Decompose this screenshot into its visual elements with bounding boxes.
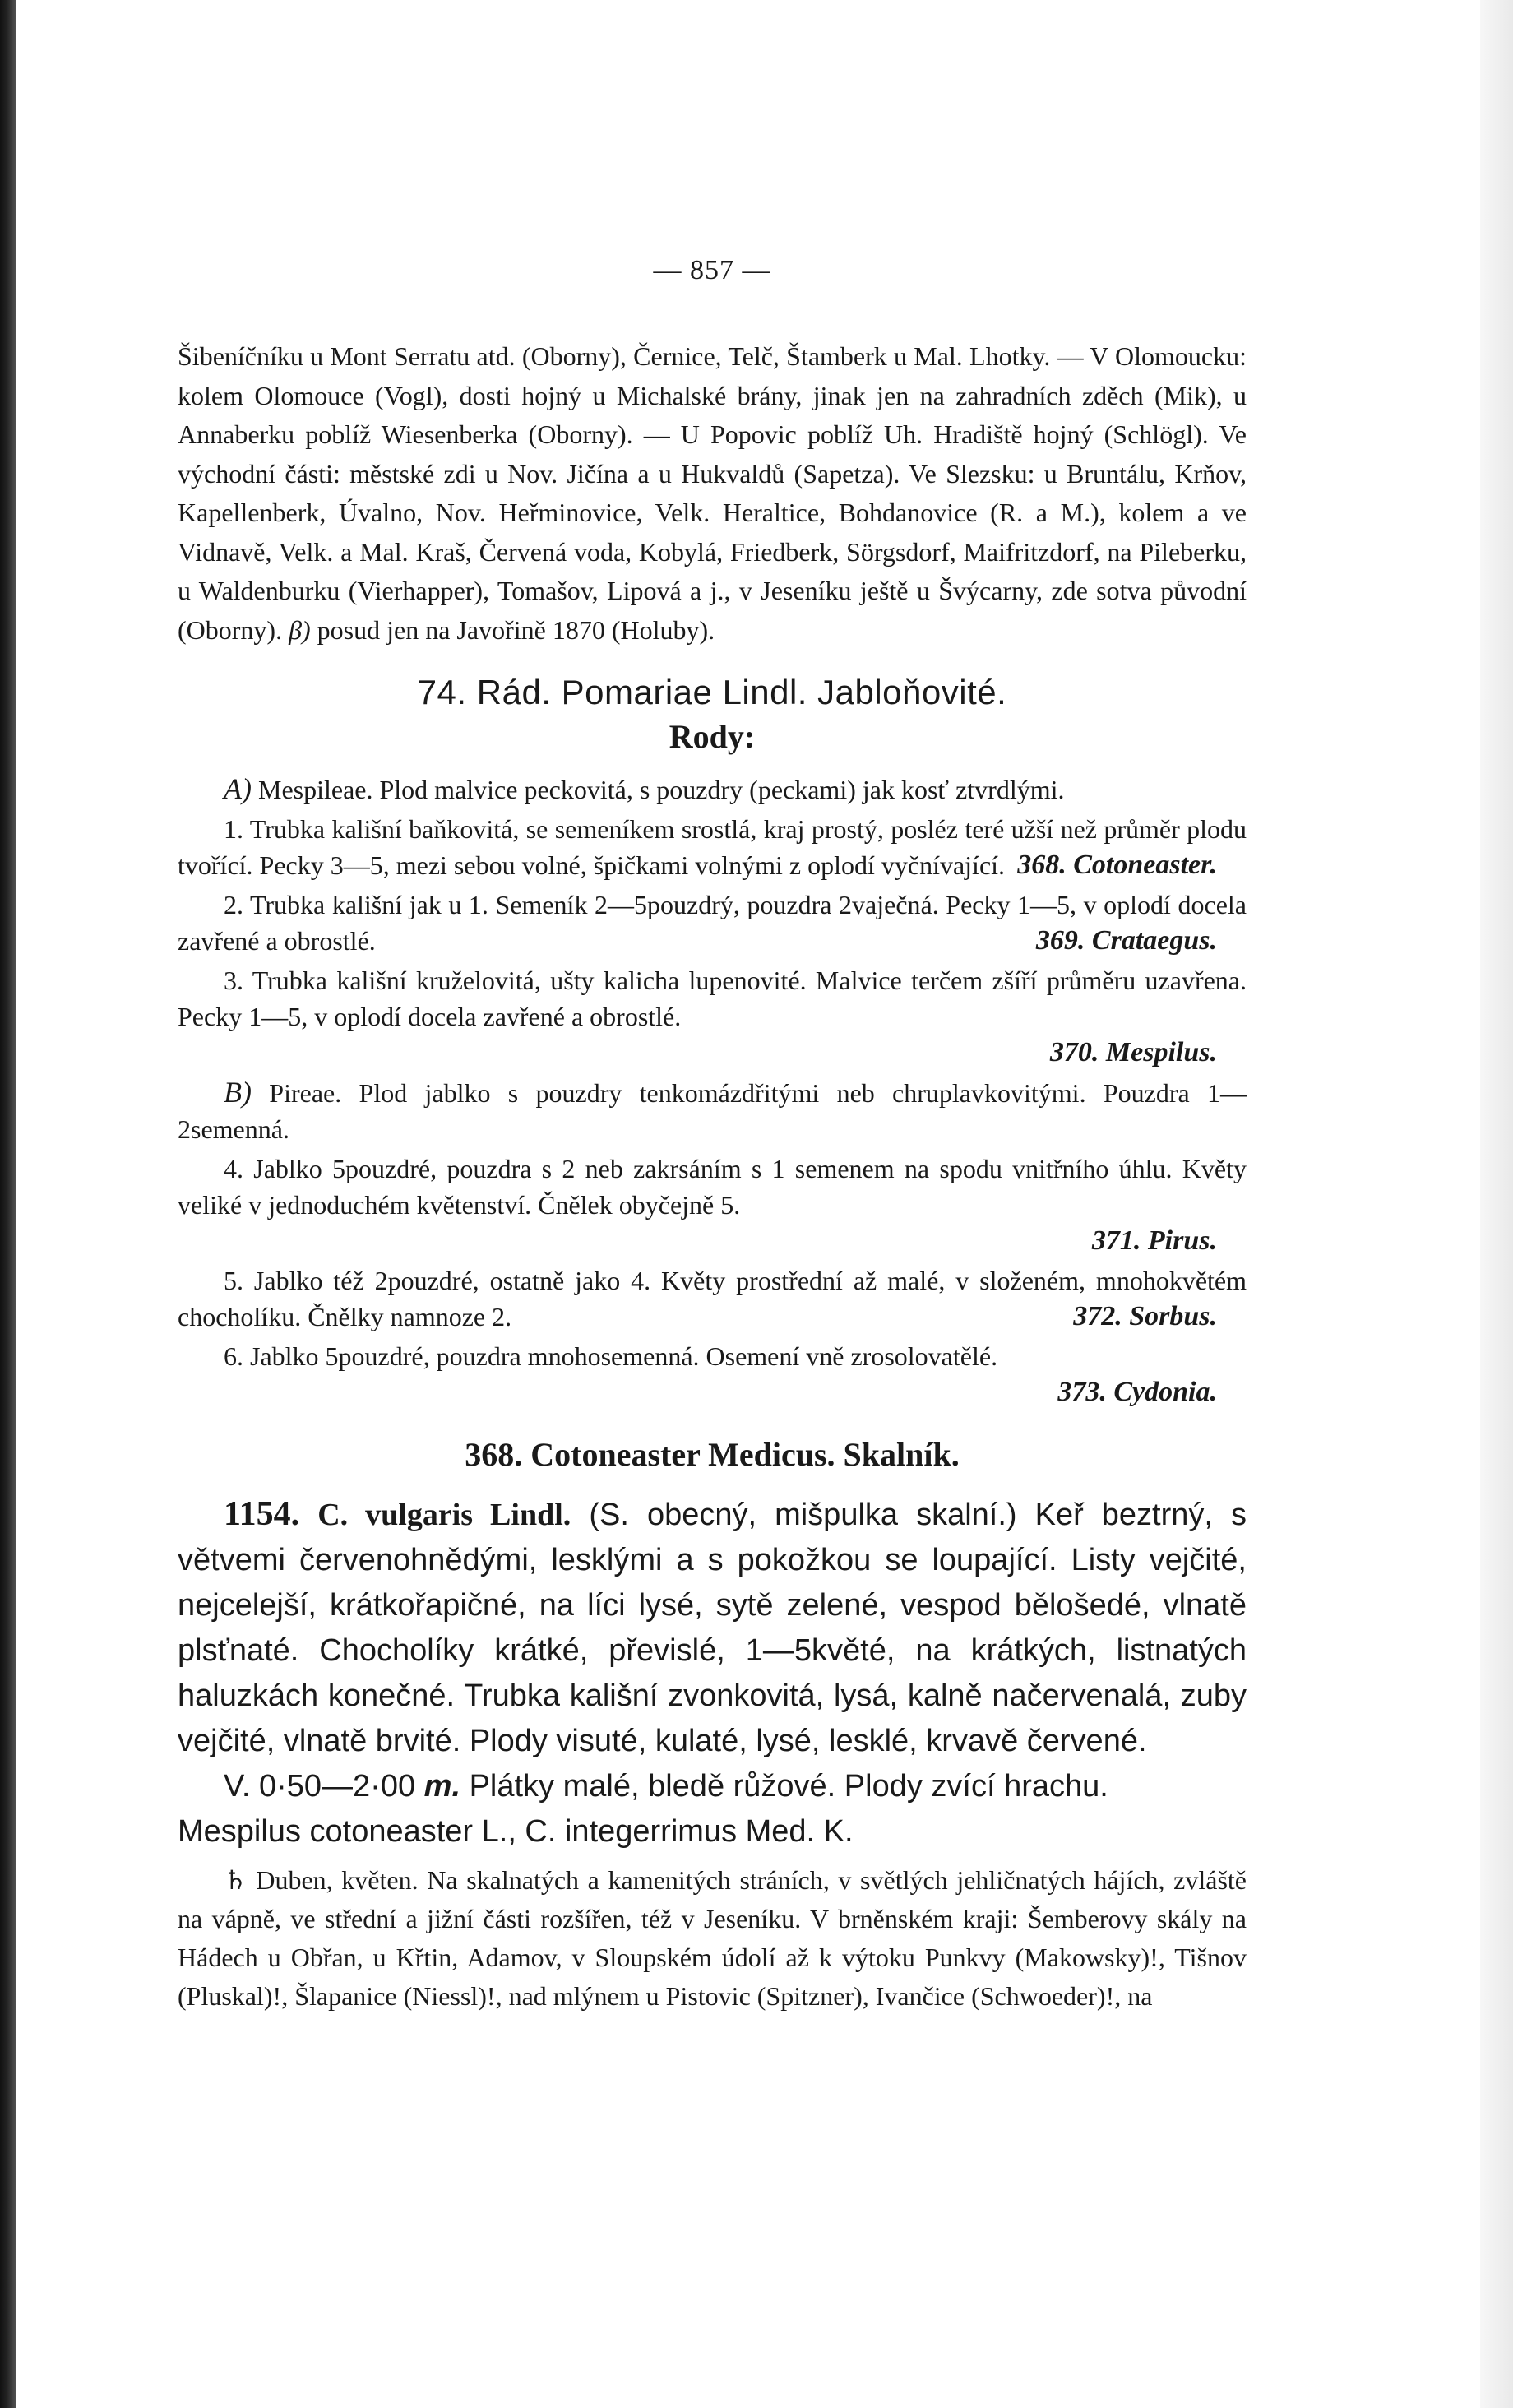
key-group-b <box>178 1074 1247 1147</box>
key-item: 5. Jablko též 2pouzdré, ostatně jako 4. Květy prostřední až malé, v složeném, mnohokvětém chocholíku. Čnělky namnoze 2. <box>178 1266 1247 1331</box>
key-target-crataegus: 369. Crataegus. <box>1035 925 1217 956</box>
intro-text: Šibeníčníku u Mont Serratu atd. (Oborny), Černice, Telč, Štamberk u Mal. Lhotky. — V Olomoucku: kolem Olomouce (Vogl), dosti hojný u Michalské brány, jinak jen na zahradních zděch (Mik), u Annaberku poblíž Wiesenberka (Oborny). — U Popovic poblíž Uh. Hradiště hojný (Schlögl). Ve východní části: městské zdi u Nov. Jičína a u Hukvaldů (Sapetza). Ve Slezsku: u Bruntálu, Krňov, Kapellenberk, Úvalno, Nov. Heřminovice, Velk. Heraltice, Bohdanovice (R. a M.), kolem a ve Vidnavě, Velk. a Mal. Kraš, Červená voda, Kobylá, Friedberk, Sörgsdorf, Maifritzdorf, na Pileberku, u Waldenburku (Vierhapper), Tomašov, Lipová a j., v Jeseníku ještě u Švýcarny, zde sotva původní (Oborny). <box>178 341 1247 645</box>
key-item: 4. Jablko 5pouzdré, pouzdra s 2 neb zakrsáním s 1 semenem na spodu vnitřního úhlu. Květy veliké v jednoduchém květenství. Čnělek obyčejně 5. <box>178 1154 1247 1220</box>
key-target-mespilus: 370. Mespilus. <box>1049 1037 1217 1067</box>
intro-ending: posud jen na Javořině 1870 (Holuby). <box>317 614 715 645</box>
key-target-sorbus: 372. Sorbus. <box>1073 1301 1217 1331</box>
group-b-text: Pireae. Plod jablko s pouzdry tenkomázdřitými neb chruplavkovitými. Pouzdra 1—2semenná. <box>178 1078 1247 1144</box>
group-b-mark: B) <box>224 1076 252 1109</box>
key-item: 2. Trubka kališní jak u 1. Semeník 2—5pouzdrý, pouzdra 2vaječná. Pecky 1—5, v oplodí docela zavřené a obrostlé. <box>178 890 1247 956</box>
key-item: 3. Trubka kališní kruželovitá, ušty kalicha lupenovité. Malvice terčem zšíří průměru uzavřena. Pecky 1—5, v oplodí docela zavřené a obrostlé. <box>178 966 1247 1031</box>
height-range: V. 0·50—2·00 <box>224 1769 416 1804</box>
scan-binding-edge <box>0 0 16 2408</box>
species-name: C. vulgaris Lindl. <box>317 1498 571 1532</box>
section-title: 74. Rád. Pomariae Lindl. Jabloňovité. <box>417 673 1007 711</box>
section-subtitle: Rody: <box>669 718 756 755</box>
shrub-symbol: ♄ <box>224 1865 248 1895</box>
key-target-cydonia: 373. Cydonia. <box>1057 1377 1217 1407</box>
height-unit: m. <box>423 1769 461 1804</box>
identification-key <box>178 771 1247 1410</box>
group-a-mark: A) <box>224 772 252 805</box>
key-target-cotoneaster: 368. Cotoneaster. <box>1017 850 1217 880</box>
species-synonyms: Mespilus cotoneaster L., C. integerrimus Med. K. <box>178 1814 854 1849</box>
key-item: 6. Jablko 5pouzdré, pouzdra mnohosemenná. Osemení vně zrosolovatělé. <box>224 1341 998 1371</box>
species-height <box>178 1764 1247 1809</box>
height-rest: Plátky malé, bledě růžové. Plody zvící hrachu. <box>469 1769 1108 1804</box>
distribution <box>178 1861 1247 2016</box>
genus-heading: 368. Cotoneaster Medicus. Skalník. <box>465 1436 960 1473</box>
page-number: — 857 — <box>653 255 771 285</box>
species-text: (S. obecný, mišpulka skalní.) Keř beztrný, s větvemi červenohnědými, lesklými a s pokožkou se loupající. Listy vejčité, nejcelejší, krátkořapičné, na líci lysé, sytě zelené, vespod bělošedé, vlnatě plsťnaté. Chocholíky krátké, převislé, 1—5květé, na krátkých, listnatých haluzkách konečné. Trubka kališní zvonkovitá, lysá, kalně načervenalá, zuby vejčité, vlnatě brvité. Plody visuté, kulaté, lysé, lesklé, krvavě červené. <box>178 1498 1247 1758</box>
intro-paragraph <box>178 337 1247 650</box>
group-a-text: Mespileae. Plod malvice peckovitá, s pouzdry (peckami) jak kosť ztvrdlými. <box>257 775 1065 804</box>
key-group-a <box>178 771 1247 808</box>
scan-page-edge <box>1480 0 1513 2408</box>
key-target-pirus: 371. Pirus. <box>1091 1225 1217 1256</box>
distribution-text: Duben, květen. Na skalnatých a kamenitých stráních, v světlých jehličnatých hájích, zvláště na vápně, ve střední a jižní části rozšířen, též v Jeseníku. V brněnském kraji: Šemberovy skály na Hádech u Obřan, u Křtin, Adamov, v Sloupském údolí až k výtoku Punkvy (Makowsky)!, Tišnov (Pluskal)!, Šlapanice (Niessl)!, nad mlýnem u Pistovic (Spitzner), Ivančice (Schwoeder)!, na <box>178 1865 1247 2011</box>
species-description <box>178 1492 1247 1764</box>
key-item: 1. Trubka kališní baňkovitá, se semeníkem srostlá, kraj prostý, posléz teré užší než průměr plodu tvořící. Pecky 3—5, mezi sebou volné, špičkami volnými z oplodí vyčnívající. <box>178 814 1247 880</box>
species-number: 1154. <box>224 1495 300 1533</box>
document-page <box>178 255 1247 2016</box>
beta-mark: β) <box>289 614 311 645</box>
